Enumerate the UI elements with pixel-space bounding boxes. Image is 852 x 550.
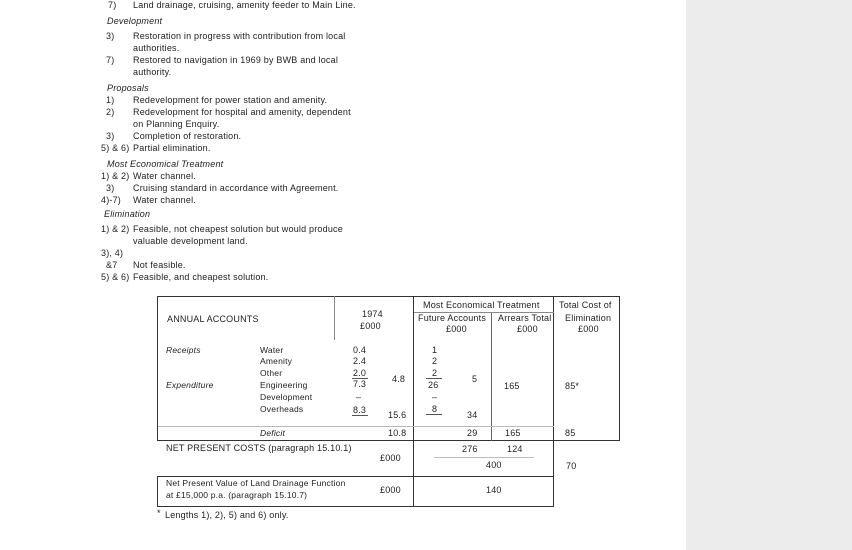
cell-1974: 8.3 <box>353 405 367 415</box>
table-rule <box>414 440 415 441</box>
item-text: Not feasible. <box>133 260 186 270</box>
item-text: on Planning Enquiry. <box>133 119 220 129</box>
row-label: Amenity <box>260 356 293 366</box>
column-header-elimination: Elimination <box>565 313 612 323</box>
column-header-most-economical: Most Economical Treatment <box>423 300 540 310</box>
deficit-elimination: 85 <box>565 428 576 438</box>
item-text: Redevelopment for power station and amenity. <box>133 95 328 105</box>
footnote-mark: * <box>157 508 161 518</box>
cell-1974: – <box>356 392 362 402</box>
item-text: Restoration in progress with contribution from local <box>133 31 346 41</box>
arrears-value: 165 <box>504 381 520 391</box>
cell-future: 26 <box>428 380 439 390</box>
column-header-arrears-total: Arrears Total <box>498 313 552 323</box>
item-number: 1) & 2) <box>101 224 130 234</box>
npc-unit: £000 <box>380 453 401 463</box>
item-number: 2) <box>106 107 115 117</box>
item-text: Feasible, not cheapest solution but would produce <box>133 224 343 234</box>
column-unit: £000 <box>360 321 381 331</box>
item-text: Cruising standard in accordance with Agreement. <box>133 183 339 193</box>
table-border-bottom <box>157 506 554 507</box>
column-header-future-accounts: Future Accounts <box>418 313 487 323</box>
table-rule <box>157 440 620 441</box>
section-heading-development: Development <box>107 16 163 26</box>
cell-1974: 0.4 <box>353 345 367 355</box>
table-border-top <box>157 296 620 297</box>
item-text: authorities. <box>133 43 180 53</box>
npv-label-line2: at £15,000 p.a. (paragraph 15.10.7) <box>166 490 308 500</box>
viewer-background <box>686 0 852 550</box>
npv-unit: £000 <box>380 485 401 495</box>
npv-label-line1: Net Present Value of Land Drainage Function <box>166 478 346 488</box>
column-header-total-cost: Total Cost of <box>559 300 612 310</box>
npc-arrears: 124 <box>507 444 523 454</box>
column-unit: £000 <box>446 324 467 334</box>
deficit-label: Deficit <box>260 428 286 438</box>
item-number: 7) <box>108 0 117 10</box>
table-rule <box>157 476 554 477</box>
row-label: Development <box>260 392 313 402</box>
item-number: 3) <box>106 31 115 41</box>
expenditure-total-future: 34 <box>467 410 478 420</box>
column-divider <box>413 296 414 507</box>
row-label: Overheads <box>260 404 304 414</box>
table-rule <box>158 426 554 427</box>
cell-future: 2 <box>432 368 438 378</box>
table-rule <box>434 457 534 458</box>
item-number: 1) & 2) <box>101 171 130 181</box>
deficit-future: 29 <box>467 428 478 438</box>
column-unit: £000 <box>578 324 599 334</box>
column-divider <box>491 312 492 441</box>
subtotal-rule <box>426 378 442 379</box>
item-text: Redevelopment for hospital and amenity, dependent <box>133 107 351 117</box>
item-number: 3), 4) <box>101 248 124 258</box>
section-heading-most-economical: Most Economical Treatment <box>107 159 224 169</box>
receipts-total-future: 5 <box>472 374 478 384</box>
table-border-left <box>157 476 158 507</box>
subtotal-rule <box>352 415 368 416</box>
npc-elimination: 70 <box>566 461 577 471</box>
footnote: Lengths 1), 2), 5) and 6) only. <box>165 510 289 520</box>
row-label: Water <box>260 345 284 355</box>
item-text: Land drainage, cruising, amenity feeder to Main Line. <box>133 0 356 10</box>
cell-future: 1 <box>432 345 438 355</box>
column-unit: £000 <box>517 324 538 334</box>
item-text: authority. <box>133 67 172 77</box>
deficit-1974: 10.8 <box>388 428 407 438</box>
item-text: valuable development land. <box>133 236 248 246</box>
item-text: Water channel. <box>133 171 196 181</box>
cell-1974: 2.4 <box>353 356 367 366</box>
item-number: 1) <box>106 95 115 105</box>
row-label: Engineering <box>260 380 308 390</box>
section-heading-elimination: Elimination <box>104 209 151 219</box>
column-divider <box>553 296 554 441</box>
item-number: &7 <box>106 260 118 270</box>
item-number: 7) <box>106 55 115 65</box>
npc-future: 276 <box>462 444 478 454</box>
section-heading-proposals: Proposals <box>107 83 149 93</box>
subtotal-rule <box>426 414 442 415</box>
table-border-left <box>157 296 158 441</box>
npc-label: NET PRESENT COSTS (paragraph 15.10.1) <box>166 443 352 453</box>
item-text: Completion of restoration. <box>133 131 242 141</box>
row-group-expenditure: Expenditure <box>166 380 214 390</box>
item-text: Water channel. <box>133 195 196 205</box>
row-group-receipts: Receipts <box>166 345 201 355</box>
receipts-total-1974: 4.8 <box>392 374 406 384</box>
item-number: 3) <box>106 131 115 141</box>
subtotal-rule <box>352 378 368 379</box>
item-number: 5) & 6) <box>101 272 130 282</box>
table-border-right <box>619 296 620 441</box>
cell-1974: 7.3 <box>353 379 367 389</box>
table-border-right <box>553 440 554 507</box>
cell-1974: 2.0 <box>353 368 367 378</box>
elimination-value: 85* <box>565 381 580 391</box>
item-number: 3) <box>106 183 115 193</box>
cell-future: – <box>432 392 438 402</box>
cell-future: 2 <box>432 356 438 366</box>
item-number: 4)-7) <box>101 195 122 205</box>
deficit-arrears: 165 <box>505 428 521 438</box>
item-number: 5) & 6) <box>101 143 130 153</box>
item-text: Feasible, and cheapest solution. <box>133 272 269 282</box>
row-label: Other <box>260 368 283 378</box>
column-header-1974: 1974 <box>362 309 383 319</box>
item-text: Partial elimination. <box>133 143 211 153</box>
cell-future: 8 <box>432 404 438 414</box>
expenditure-total-1974: 15.6 <box>388 410 407 420</box>
item-text: Restored to navigation in 1969 by BWB and local <box>133 55 339 65</box>
npc-total: 400 <box>486 460 502 470</box>
column-divider <box>334 296 335 340</box>
table-title: ANNUAL ACCOUNTS <box>167 314 259 324</box>
npv-value: 140 <box>486 485 502 495</box>
